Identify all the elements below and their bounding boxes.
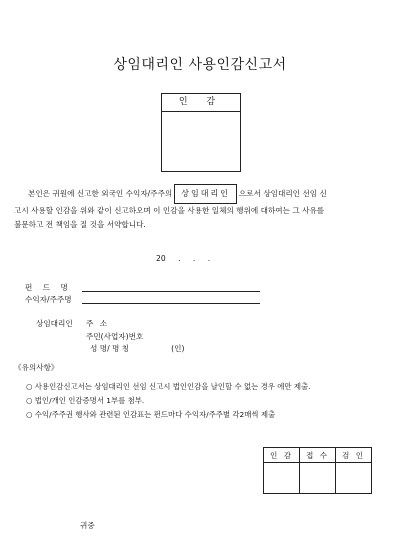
seal-box-header: 인 감 (162, 94, 240, 112)
fund-name-field[interactable] (82, 291, 260, 292)
stamp-header-receipt: 접 수 (300, 448, 336, 463)
date-line: 20 . . . (156, 254, 211, 263)
agent-seal-mark: (인) (171, 344, 185, 353)
stamp-cell-inspection (336, 463, 372, 494)
declaration-text-line3: 불문하고 전 책임을 질 것을 서약합니다. (14, 220, 146, 229)
declaration-text-line2: 고시 사용할 인감을 위와 같이 신고하오며 이 인감을 사용한 일체의 행위에 대하여는 그 사유를 (14, 206, 325, 215)
stamp-cell-receipt (300, 463, 336, 494)
declaration-text-part2: 으로서 상임대리인 선임 신 (238, 189, 327, 198)
investor-name-field[interactable] (82, 303, 260, 304)
agent-fields (86, 318, 184, 356)
note-item: ○ 사용인감신고서는 상임대리인 선임 신고시 법인인감을 날인할 수 없는 경우 에만 제출. (26, 382, 311, 391)
investor-name-label: 수익자/주주명 (25, 295, 72, 304)
notes-header: 《유의사항》 (14, 363, 59, 372)
stamp-cell-seal (264, 463, 300, 494)
role-box: 상임대리인 (174, 184, 237, 204)
approval-stamp-table (263, 447, 372, 494)
fund-name-label: 펀 드 명 (25, 283, 72, 292)
document-title: 상임대리인 사용인감신고서 (113, 57, 287, 73)
note-item: ○ 법인/개인 인감증명서 1부를 첨부. (26, 396, 145, 405)
stamp-header-seal: 인 감 (264, 448, 300, 463)
agent-regno-label: 주민(사업자)번호 (86, 331, 144, 341)
agent-address-label: 주 소 (86, 319, 110, 328)
agent-label: 상임대리인 (36, 319, 73, 328)
note-item: ○ 수익/주주권 행사와 관련된 인감표는 펀드마다 수익자/주주별 각2매씩 제출 (26, 410, 276, 419)
agent-name-label: 성 명/ 명 칭 (90, 344, 130, 353)
seal-box (161, 93, 241, 172)
declaration-paragraph (14, 184, 386, 232)
footer-addressee: 귀중 (80, 521, 95, 530)
notes-list (26, 380, 311, 422)
stamp-header-inspection: 검 인 (336, 448, 372, 463)
declaration-text-part1: 본인은 귀원에 신고한 외국인 수익자/주주의 (28, 189, 173, 198)
